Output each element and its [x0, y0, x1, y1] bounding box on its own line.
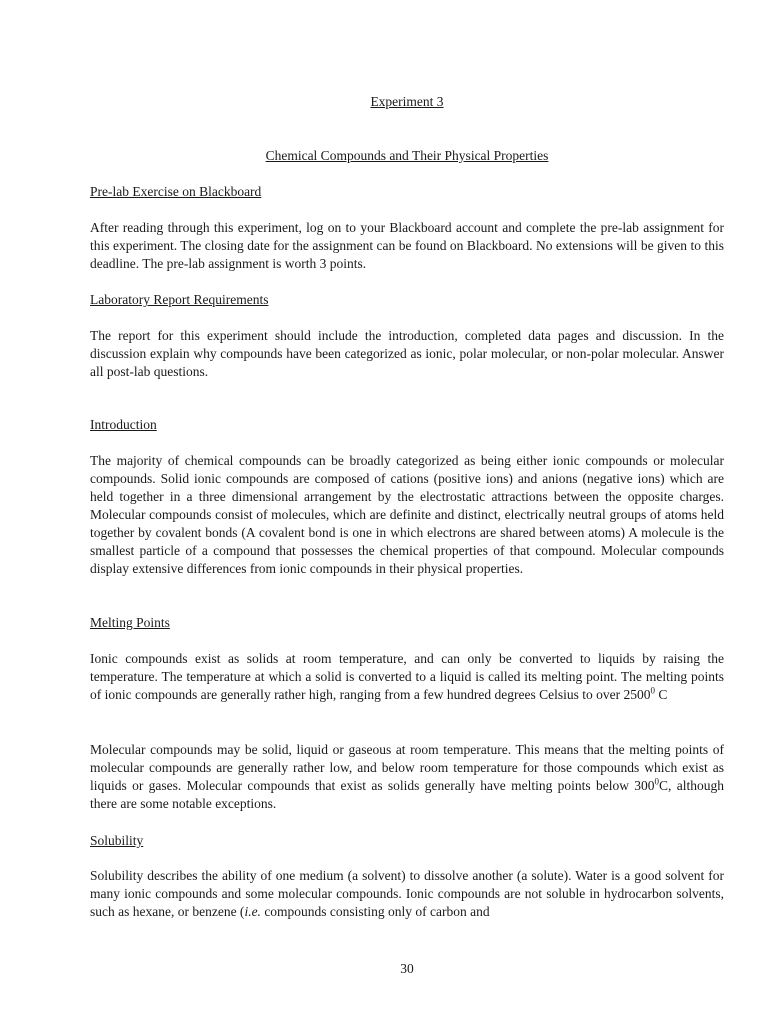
solubility-paragraph: [90, 867, 724, 921]
melting-text-1-end: C: [654, 687, 668, 702]
solubility-heading: Solubility: [90, 833, 144, 848]
prelab-paragraph: After reading through this experiment, log on to your Blackboard account and complete the pre-lab assignment for this experiment. The closing date for the assignment can be found on Blackboard. No extensions will be given to this deadline. The pre-lab assignment is worth 3 points.: [90, 220, 724, 271]
introduction-heading: Introduction: [90, 417, 157, 432]
melting-text-2: Molecular compounds may be solid, liquid or gaseous at room temperature. This means that the melting points of molecular compounds are generally rather low, and below room temperature for those compounds which exist as liquids or gases. Molecular compounds that exist as solids generally have melting points below 300: [90, 742, 724, 793]
melting-heading: Melting Points: [90, 615, 170, 630]
melting-text-2-end: C, although there are some notable exceptions.: [90, 778, 724, 811]
melting-paragraph-2: [90, 741, 724, 813]
main-title: Chemical Compounds and Their Physical Properties: [265, 148, 549, 163]
report-paragraph: The report for this experiment should include the introduction, completed data pages and discussion. In the discussion explain why compounds have been categorized as ionic, polar molecular, or non-polar molecular. Answer all post-lab questions.: [90, 328, 724, 379]
solubility-italic: i.e.: [244, 904, 261, 919]
introduction-paragraph: The majority of chemical compounds can be broadly categorized as being either ionic compounds or molecular compounds. Solid ionic compounds are composed of cations (positive ions) and anions (negative ions) which are held together in a three dimensional arrangement by the electrostatic attractions between the opposite charges. Molecular compounds consist of molecules, which are definite and distinct, electrically neutral groups of atoms held together by covalent bonds (A covalent bond is one in which electrons are shared between atoms) A molecule is the smallest particle of a compound that possesses the chemical properties of that compound. Molecular compounds display extensive differences from ionic compounds in their physical properties.: [90, 453, 724, 576]
melting-paragraph-1: [90, 650, 724, 704]
degree-superscript-2: 0: [654, 776, 660, 787]
experiment-title: Experiment 3: [370, 94, 444, 109]
melting-text-1: Ionic compounds exist as solids at room temperature, and can only be converted to liquids by raising the temperature. The temperature at which a solid is converted to a liquid is called its melting point. The melting points of ionic compounds are generally rather high, ranging from a few hundred degrees Celsius to over 2500: [90, 651, 724, 702]
report-heading: Laboratory Report Requirements: [90, 292, 269, 307]
page-number: 30: [400, 961, 414, 976]
solubility-text: Solubility describes the ability of one medium (a solvent) to dissolve another (a solute). Water is a good solvent for many ionic compounds and some molecular compounds. Ionic compounds are not soluble in hydrocarbon solvents, such as hexane, or benzene (: [90, 868, 724, 919]
prelab-heading: Pre-lab Exercise on Blackboard: [90, 184, 262, 199]
degree-superscript-1: 0: [650, 685, 655, 696]
solubility-text-end: compounds consisting only of carbon and: [260, 904, 490, 919]
document-page: [90, 0, 724, 1024]
